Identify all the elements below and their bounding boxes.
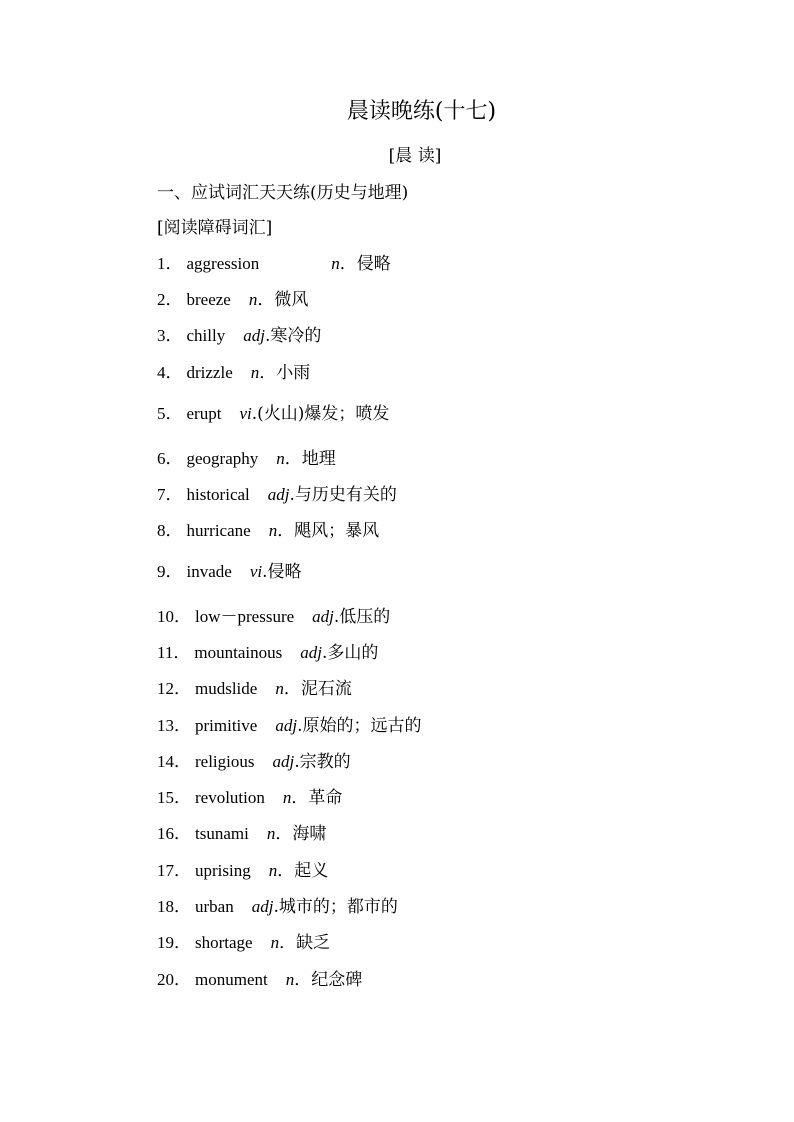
vocab-definition: 海啸 bbox=[292, 824, 327, 844]
vocab-number-separator: ． bbox=[165, 404, 183, 423]
vocab-word: low－pressure bbox=[195, 607, 295, 626]
vocab-word: chilly bbox=[186, 326, 226, 345]
vocab-word: historical bbox=[186, 485, 250, 504]
vocab-word: religious bbox=[195, 752, 255, 771]
vocab-word: urban bbox=[195, 897, 234, 916]
vocab-word: monument bbox=[195, 970, 268, 989]
vocab-item bbox=[157, 858, 328, 884]
vocab-part-of-speech: n bbox=[266, 824, 276, 843]
vocab-pos-separator: ． bbox=[291, 788, 309, 808]
vocab-part-of-speech: adj bbox=[275, 716, 298, 735]
vocab-definition: 微风 bbox=[274, 290, 309, 310]
vocab-number: 10 bbox=[157, 607, 174, 626]
vocab-number: 12 bbox=[157, 679, 174, 698]
vocab-pos-separator: . bbox=[294, 752, 300, 772]
vocab-number: 9 bbox=[157, 562, 166, 581]
vocab-pos-separator: . bbox=[264, 326, 271, 346]
vocab-word: aggression bbox=[186, 254, 260, 273]
vocab-word: mudslide bbox=[195, 679, 258, 698]
vocab-number-separator: ． bbox=[174, 752, 191, 771]
vocab-number: 6 bbox=[157, 449, 166, 468]
vocab-item bbox=[157, 930, 330, 956]
vocab-number-separator: ． bbox=[174, 861, 191, 880]
vocab-part-of-speech: adj bbox=[300, 643, 322, 662]
vocab-part-of-speech: n bbox=[285, 970, 295, 989]
vocab-definition: 革命 bbox=[308, 788, 343, 808]
vocab-number: 1 bbox=[157, 254, 166, 273]
vocab-item bbox=[157, 518, 379, 544]
vocab-pos-separator: ． bbox=[257, 290, 275, 310]
vocab-item bbox=[157, 360, 310, 386]
vocab-definition: 飓风；暴风 bbox=[294, 521, 380, 541]
vocab-word: shortage bbox=[195, 933, 253, 952]
vocab-part-of-speech: adj bbox=[272, 752, 295, 771]
vocab-part-of-speech: n bbox=[331, 254, 340, 273]
vocab-word: uprising bbox=[195, 861, 251, 880]
vocab-item bbox=[157, 785, 342, 811]
vocab-item bbox=[157, 894, 398, 920]
vocab-definition: 缺乏 bbox=[296, 933, 331, 953]
vocab-part-of-speech: adj bbox=[267, 485, 290, 504]
vocab-word: geography bbox=[186, 449, 259, 468]
vocab-number-separator: ． bbox=[174, 607, 191, 626]
vocab-number: 4 bbox=[157, 363, 166, 382]
vocab-word: mountainous bbox=[194, 643, 283, 662]
vocab-definition: 小雨 bbox=[276, 363, 311, 383]
vocab-number: 18 bbox=[157, 897, 174, 916]
vocab-pos-separator: ． bbox=[294, 970, 312, 990]
vocab-item bbox=[157, 640, 378, 666]
vocab-item bbox=[157, 821, 326, 847]
vocab-number-separator: ． bbox=[165, 485, 183, 504]
vocab-pos-separator: ． bbox=[339, 254, 357, 274]
vocab-pos-separator: . bbox=[289, 485, 295, 505]
vocab-definition: 起义 bbox=[294, 861, 329, 881]
vocab-part-of-speech: n bbox=[248, 290, 258, 309]
vocab-number: 20 bbox=[157, 970, 174, 989]
vocab-number-separator: ． bbox=[174, 970, 191, 989]
vocab-pos-separator: ． bbox=[275, 824, 293, 844]
vocab-definition: 多山的 bbox=[327, 643, 379, 663]
vocab-definition: 原始的；远古的 bbox=[302, 716, 422, 736]
vocab-item bbox=[157, 401, 389, 427]
vocab-item bbox=[157, 251, 391, 277]
vocab-word: revolution bbox=[195, 788, 265, 807]
vocab-number-separator: ． bbox=[173, 643, 191, 662]
vocab-definition: 泥石流 bbox=[300, 679, 352, 699]
vocab-definition: 城市的；都市的 bbox=[278, 897, 398, 917]
vocab-item bbox=[157, 482, 397, 508]
vocab-word: tsunami bbox=[195, 824, 249, 843]
vocab-part-of-speech: vi bbox=[239, 404, 252, 423]
vocab-number: 19 bbox=[157, 933, 174, 952]
sub-heading: [阅读障碍词汇] bbox=[157, 218, 273, 238]
vocab-word: primitive bbox=[195, 716, 258, 735]
vocab-part-of-speech: n bbox=[282, 788, 292, 807]
vocab-number-separator: ． bbox=[165, 449, 183, 468]
vocab-part-of-speech: n bbox=[275, 679, 284, 698]
vocab-part-of-speech: vi bbox=[249, 562, 263, 581]
vocab-pos-separator: ． bbox=[284, 449, 302, 469]
vocab-item bbox=[157, 287, 308, 313]
part-heading: 一、应试词汇天天练(历史与地理) bbox=[157, 183, 409, 203]
vocab-item bbox=[157, 749, 351, 775]
vocab-item bbox=[157, 967, 362, 993]
vocab-pos-separator: . bbox=[297, 716, 303, 736]
vocab-definition: 宗教的 bbox=[299, 752, 351, 772]
vocab-word: invade bbox=[186, 562, 232, 581]
vocab-number: 15 bbox=[157, 788, 174, 807]
vocab-pos-separator: ． bbox=[283, 679, 301, 699]
vocab-definition: 寒冷的 bbox=[270, 326, 322, 346]
vocab-pos-separator: ． bbox=[259, 363, 277, 383]
vocab-part-of-speech: n bbox=[270, 933, 280, 952]
section-header: [晨 读] bbox=[388, 146, 442, 166]
vocab-word: erupt bbox=[186, 404, 222, 423]
vocab-pos-separator: ． bbox=[277, 861, 295, 881]
vocab-part-of-speech: n bbox=[250, 363, 260, 382]
vocab-part-of-speech: n bbox=[268, 521, 278, 540]
vocab-item bbox=[157, 604, 390, 630]
vocab-number: 13 bbox=[157, 716, 174, 735]
vocab-number: 16 bbox=[157, 824, 174, 843]
vocab-number: 2 bbox=[157, 290, 166, 309]
vocab-definition: (火山)爆发；喷发 bbox=[257, 404, 390, 424]
vocab-item bbox=[157, 713, 421, 739]
vocab-definition: 与历史有关的 bbox=[294, 485, 397, 505]
vocab-number: 8 bbox=[157, 521, 166, 540]
vocab-number: 7 bbox=[157, 485, 166, 504]
vocab-number-separator: ． bbox=[165, 562, 183, 581]
vocab-number: 5 bbox=[157, 404, 166, 423]
vocab-number: 17 bbox=[157, 861, 174, 880]
vocab-number-separator: ． bbox=[165, 521, 183, 540]
vocab-definition: 低压的 bbox=[339, 607, 391, 627]
vocab-definition: 侵略 bbox=[356, 254, 391, 274]
vocab-number-separator: ． bbox=[174, 788, 191, 807]
vocab-word: breeze bbox=[186, 290, 231, 309]
vocab-item bbox=[157, 323, 321, 349]
vocab-number-separator: ． bbox=[174, 933, 191, 952]
vocab-number: 14 bbox=[157, 752, 174, 771]
vocab-number-separator: ． bbox=[174, 824, 191, 843]
vocab-definition: 地理 bbox=[301, 449, 336, 469]
vocab-part-of-speech: adj bbox=[243, 326, 265, 345]
vocab-part-of-speech: n bbox=[276, 449, 285, 468]
page-title: 晨读晚练(十七) bbox=[346, 99, 497, 124]
vocab-number-separator: ． bbox=[174, 716, 191, 735]
vocab-number-separator: ． bbox=[165, 254, 183, 273]
vocab-item bbox=[157, 676, 352, 702]
vocab-number: 3 bbox=[157, 326, 166, 345]
vocab-word: drizzle bbox=[186, 363, 233, 382]
vocab-pos-separator: . bbox=[251, 404, 258, 424]
vocab-number-separator: ． bbox=[165, 363, 183, 382]
vocab-pos-separator: ． bbox=[279, 933, 297, 953]
vocab-pos-separator: ． bbox=[277, 521, 295, 541]
vocab-number: 11 bbox=[157, 643, 174, 662]
vocab-word: hurricane bbox=[186, 521, 251, 540]
vocab-pos-separator: . bbox=[262, 562, 268, 582]
vocab-part-of-speech: adj bbox=[251, 897, 274, 916]
vocab-number-separator: ． bbox=[174, 897, 191, 916]
vocab-definition: 纪念碑 bbox=[311, 970, 363, 990]
vocab-item bbox=[157, 559, 302, 585]
vocab-number-separator: ． bbox=[165, 290, 183, 309]
vocab-part-of-speech: n bbox=[268, 861, 278, 880]
vocab-number-separator: ． bbox=[165, 326, 183, 345]
vocab-part-of-speech: adj bbox=[312, 607, 334, 626]
vocab-pos-separator: . bbox=[321, 643, 328, 663]
vocab-item bbox=[157, 446, 336, 472]
vocab-pos-separator: . bbox=[273, 897, 279, 917]
vocab-pos-separator: . bbox=[333, 607, 340, 627]
vocab-number-separator: ． bbox=[174, 679, 191, 698]
vocab-definition: 侵略 bbox=[267, 562, 302, 582]
